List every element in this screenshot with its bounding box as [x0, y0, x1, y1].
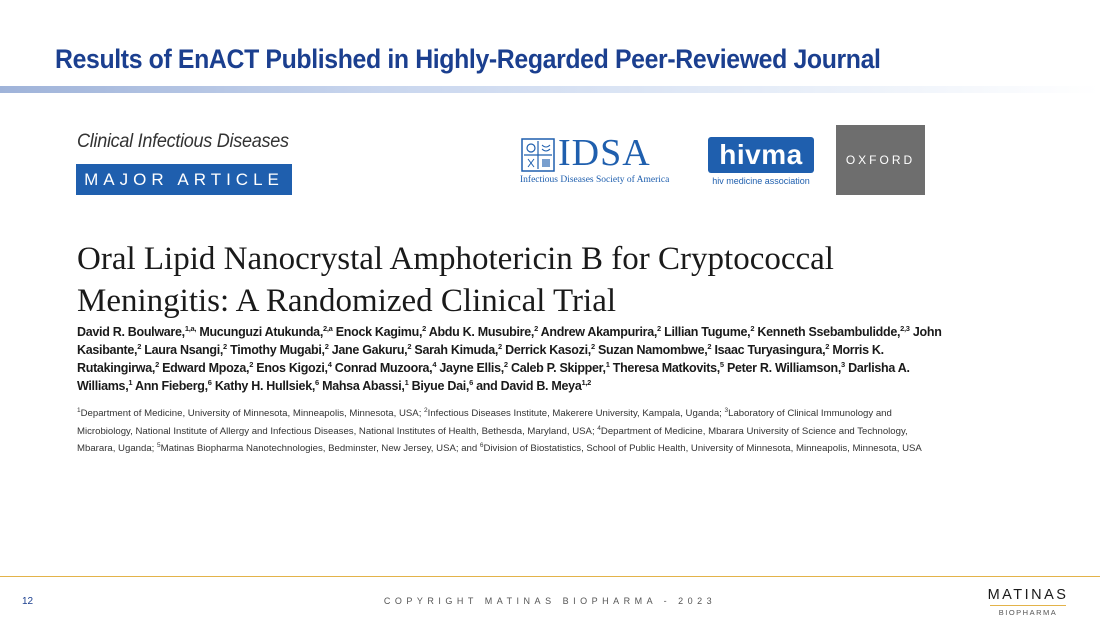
affiliation-text: Department of Medicine, Mbarara University of Science and Technology, Mbarara, Uganda; [77, 425, 908, 454]
author-affiliation-marker: 2 [155, 359, 159, 369]
author-name: Morris K. Rutakingirwa, [77, 343, 884, 375]
author-affiliation-marker: 2 [707, 341, 712, 351]
oxford-wordmark: OXFORD [845, 153, 916, 167]
article-type-badge [76, 164, 292, 195]
footer-divider [0, 576, 1100, 577]
author-name: Theresa Matkovits, [612, 361, 720, 375]
author-affiliation-marker: 4 [432, 359, 437, 369]
author-list [77, 323, 947, 395]
author-name: Timothy Mugabi, [230, 343, 325, 357]
author-name: Laura Nsangi, [144, 343, 224, 357]
author-affiliation-marker: 2 [249, 359, 254, 369]
author-name: Isaac Turyasingura, [714, 343, 826, 357]
author-name: Sarah Kimuda, [414, 343, 499, 357]
affiliation-text: Laboratory of Clinical Immunology and Microbiology, National Institute of Allergy and Infectious Diseases, National Institutes of Health, Bethesda, Maryland, USA; [77, 408, 892, 437]
idsa-logo [520, 132, 700, 187]
author-affiliation-marker: 2 [498, 341, 502, 351]
article-title: Oral Lipid Nanocrystal Amphotericin B for Cryptococcal Meningitis: A Randomized Clinical Trial [77, 241, 834, 319]
author-affiliation-marker: 6 [315, 377, 319, 387]
affiliation-list [77, 405, 937, 458]
author-affiliation-marker: 6 [207, 377, 212, 387]
author-name: Kathy H. Hullsiek, [214, 379, 316, 393]
brand-divider [990, 605, 1066, 606]
author-name: David R. Boulware, [77, 325, 185, 339]
page-number: 12 [22, 596, 34, 607]
hivma-wordmark: hivma [708, 137, 814, 173]
oxford-logo [836, 125, 925, 195]
author-name: Caleb P. Skipper, [510, 361, 606, 375]
author-name: Mahsa Abassi, [322, 379, 405, 393]
matinas-logo [982, 587, 1074, 618]
author-affiliation-marker: 3 [841, 359, 845, 369]
author-affiliation-marker: 1,a, [184, 323, 197, 333]
affiliation-text: Infectious Diseases Institute, Makerere University, Kampala, Uganda; [427, 408, 725, 419]
author-name: Jayne Ellis, [439, 361, 504, 375]
author-affiliation-marker: 2 [750, 323, 755, 333]
author-name: Enos Kigozi, [256, 361, 328, 375]
author-name: Abdu K. Musubire, [428, 325, 535, 339]
author-affiliation-marker: 6 [469, 377, 473, 387]
author-affiliation-marker: 1 [605, 359, 610, 369]
slide-title: Results of EnACT Published in Highly-Regarded Peer-Reviewed Journal [55, 44, 881, 74]
title-underline [0, 86, 1100, 93]
author-name: Biyue Dai, [411, 379, 470, 393]
author-affiliation-marker: 2,a [323, 323, 333, 333]
author-affiliation-marker: 5 [719, 359, 724, 369]
author-name: Conrad Muzoora, [334, 361, 433, 375]
author-name: Jane Gakuru, [331, 343, 408, 357]
author-name: and David B. Meya [476, 379, 582, 393]
copyright-notice: COPYRIGHT MATINAS BIOPHARMA - 2023 [383, 596, 717, 606]
author-affiliation-marker: 2 [503, 359, 508, 369]
author-affiliation-marker: 2 [590, 341, 595, 351]
author-affiliation-marker: 1 [404, 377, 409, 387]
author-affiliation-marker: 4 [327, 359, 332, 369]
affiliation-text: Division of Biostatistics, School of Public Health, University of Minnesota, Minneapolis, Minnesota, USA [483, 443, 922, 454]
affiliation-number: 4 [597, 424, 601, 432]
affiliation-number: 2 [424, 406, 428, 414]
author-name: Andrew Akampurira, [540, 325, 658, 339]
brand-name: MATINAS [987, 587, 1069, 603]
hivma-logo [708, 137, 818, 189]
idsa-subtitle: Infectious Diseases Society of America [520, 175, 670, 185]
author-affiliation-marker: 2 [422, 323, 427, 333]
author-affiliation-marker: 1 [128, 377, 133, 387]
affiliation-number: 5 [157, 441, 161, 449]
author-affiliation-marker: 2 [825, 341, 830, 351]
author-name: Edward Mpoza, [162, 361, 250, 375]
author-name: Kenneth Ssebambulidde, [757, 325, 901, 339]
author-name: Mucunguzi Atukunda, [199, 325, 324, 339]
affiliation-number: 3 [724, 406, 729, 414]
author-name: Enock Kagimu, [335, 325, 423, 339]
author-affiliation-marker: 2 [534, 323, 538, 333]
author-name: John Kasibante, [77, 325, 942, 357]
author-name: Darlisha A. Williams, [77, 361, 910, 393]
author-name: Lillian Tugume, [664, 325, 751, 339]
author-affiliation-marker: 2 [407, 341, 412, 351]
affiliation-text: Matinas Biopharma Nanotechnologies, Bedminster, New Jersey, USA; and [160, 443, 480, 454]
affiliation-number: 6 [479, 441, 484, 449]
author-affiliation-marker: 1,2 [581, 377, 592, 387]
idsa-wordmark: IDSA [558, 132, 651, 174]
author-name: Derrick Kasozi, [505, 343, 591, 357]
author-affiliation-marker: 2 [223, 341, 227, 351]
hivma-subtitle: hiv medicine association [712, 176, 810, 186]
author-affiliation-marker: 2 [657, 323, 661, 333]
article-type-label: MAJOR ARTICLE [84, 169, 284, 189]
affiliation-text: Department of Medicine, University of Minnesota, Minneapolis, Minnesota, USA; [80, 408, 425, 419]
author-affiliation-marker: 2,3 [900, 323, 910, 333]
brand-subtitle: BIOPHARMA [998, 608, 1058, 617]
author-affiliation-marker: 2 [324, 341, 329, 351]
idsa-emblem-icon [520, 137, 556, 173]
author-affiliation-marker: 2 [137, 341, 142, 351]
author-name: Suzan Namombwe, [598, 343, 708, 357]
journal-name: Clinical Infectious Diseases [77, 131, 289, 152]
author-name: Ann Fieberg, [134, 379, 208, 393]
affiliation-number: 1 [77, 406, 81, 414]
author-name: Peter R. Williamson, [726, 361, 842, 375]
